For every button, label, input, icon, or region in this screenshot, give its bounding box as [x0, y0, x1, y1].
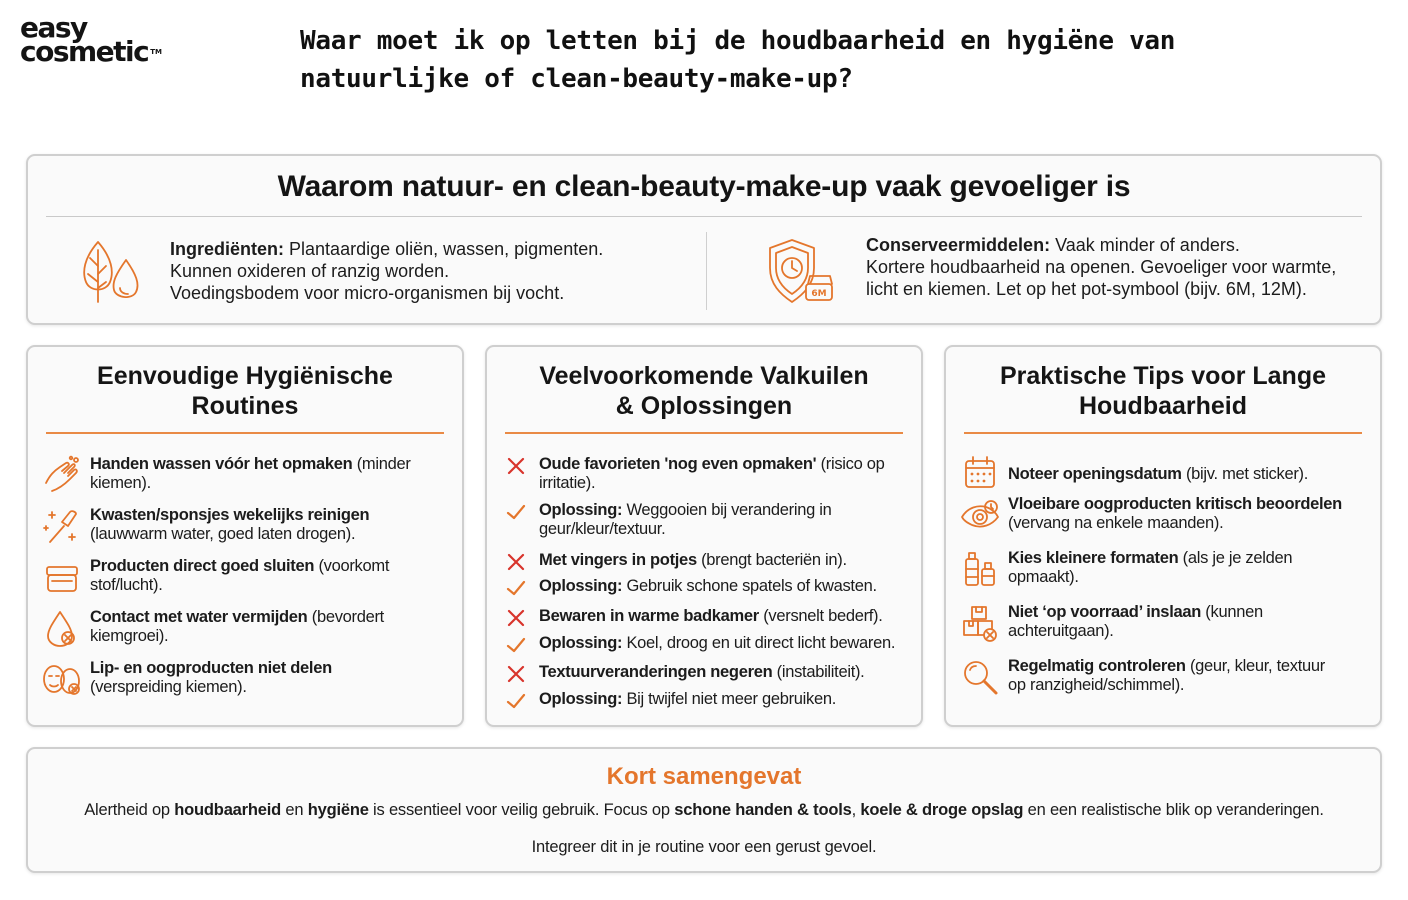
pitfall-text	[539, 551, 915, 570]
hygiene-title-line1: Eenvoudige Hygiënische	[97, 362, 393, 390]
item-line2: geur/kleur/textuur.	[539, 520, 666, 538]
item-line2: (verspreiding kiemen).	[90, 678, 247, 696]
item-line2: stof/lucht).	[90, 576, 163, 594]
preservatives-line1	[866, 234, 1336, 256]
preservatives-line1-text: Vaak minder of anders.	[1055, 235, 1240, 255]
pitfall-text	[539, 455, 915, 493]
item-bold: Vloeibare oogproducten kritisch beoordelen	[1008, 495, 1342, 513]
tips-title-line2: Houdbaarheid	[1078, 392, 1248, 420]
item-rest: (als je je zelden	[1178, 549, 1293, 567]
tips-title	[956, 361, 1370, 421]
item-bold: Contact met water vermijden	[90, 608, 308, 626]
cross-icon	[505, 455, 527, 477]
item-bold: Oude favorieten 'nog even opmaken'	[539, 455, 817, 473]
pitfalls-title	[497, 361, 911, 421]
ingredients-line2: Kunnen oxideren of ranzig worden.	[170, 261, 450, 281]
item-rest: (kunnen	[1201, 603, 1263, 621]
list-item-text	[90, 608, 454, 646]
item-rest: (bevordert	[307, 608, 384, 626]
pitfalls-title-line2: & Oplossingen	[615, 392, 793, 420]
hygiene-title	[38, 361, 452, 421]
list-item-text	[90, 557, 454, 595]
summary-closing: Integreer dit in je routine voor een gerust gevoel.	[531, 838, 877, 856]
list-item	[960, 453, 1372, 497]
calendar-icon	[960, 453, 1000, 493]
page-title: Waar moet ik op letten bij de houdbaarheid en hygiëne van natuurlijke of clean-beauty-make-up?	[300, 26, 1176, 94]
hygiene-panel	[26, 345, 464, 727]
summary-part: is essentieel voor veilig gebruik. Focus op	[368, 801, 675, 819]
list-item-text	[90, 455, 454, 493]
list-item-text	[90, 506, 454, 544]
item-bold: Noteer openingsdatum	[1008, 465, 1182, 483]
list-item-text	[1008, 495, 1372, 533]
summary-part: ,	[851, 801, 861, 819]
solution-item	[505, 501, 915, 538]
list-item	[42, 608, 454, 652]
item-rest: Gebruik schone spatels of kwasten.	[622, 577, 877, 595]
item-line2: achteruitgaan).	[1008, 622, 1114, 640]
pitfall-item	[505, 607, 915, 631]
brand-logo-line2	[20, 35, 162, 68]
summary-bold: koele & droge opslag	[860, 801, 1024, 819]
leaf-drop-icon	[76, 236, 148, 308]
item-rest: (bijv. met sticker).	[1181, 465, 1309, 483]
list-item	[960, 603, 1372, 647]
jar-badge-text: 6M	[811, 289, 827, 299]
summary-text	[28, 801, 1380, 820]
item-line2: (lauwwarm water, goed laten drogen).	[90, 525, 356, 543]
summary-part: en	[280, 801, 308, 819]
item-rest: Weggooien bij verandering in	[622, 501, 832, 519]
summary-title: Kort samengevat	[606, 763, 802, 790]
list-item-text	[1008, 549, 1372, 587]
item-rest: (voorkomt	[314, 557, 390, 575]
pitfall-item	[505, 663, 915, 687]
item-rest: (geur, kleur, textuur	[1185, 657, 1325, 675]
pitfall-item	[505, 551, 915, 575]
pitfalls-title-line1: Veelvoorkomende Valkuilen	[539, 362, 869, 390]
solution-text	[539, 690, 915, 709]
list-item	[960, 657, 1372, 701]
list-item	[42, 557, 454, 601]
brand-logo	[20, 11, 162, 68]
summary-panel	[26, 747, 1382, 873]
item-rest: (versnelt bederf).	[758, 607, 883, 625]
shield-clock-jar-icon	[762, 236, 834, 308]
hand-wash-icon	[42, 455, 82, 495]
solution-item	[505, 577, 915, 601]
item-bold: Kwasten/sponsjes wekelijks reinigen	[90, 506, 370, 524]
item-line2: kiemen).	[90, 474, 151, 492]
cross-icon	[505, 551, 527, 573]
preservatives-line2: Kortere houdbaarheid na openen. Gevoeliger voor warmte,	[866, 257, 1337, 277]
summary-bold: schone handen & tools	[674, 801, 852, 819]
why-sensitive-panel	[26, 154, 1382, 325]
ingredients-text	[170, 238, 603, 304]
why-sensitive-title: Waarom natuur- en clean-beauty-make-up vaak gevoeliger is	[277, 170, 1131, 203]
item-rest: Koel, droog en uit direct licht bewaren.	[622, 634, 896, 652]
accent-divider	[964, 432, 1362, 434]
item-line2: irritatie).	[539, 474, 596, 492]
solution-item	[505, 634, 915, 658]
preservatives-lead: Conserveermiddelen:	[866, 235, 1051, 255]
eye-icon	[960, 495, 1000, 535]
item-rest: (instabiliteit).	[772, 663, 865, 681]
summary-part: Alertheid op	[84, 801, 175, 819]
pitfalls-panel	[485, 345, 923, 727]
check-icon	[505, 501, 527, 523]
item-line2: (vervang na enkele maanden).	[1008, 514, 1224, 532]
ingredients-lead: Ingrediënten:	[170, 239, 285, 259]
magnifier-icon	[960, 657, 1000, 697]
item-bold: Oplossing:	[539, 577, 623, 595]
item-rest: (brengt bacteriën in).	[696, 551, 847, 569]
hygiene-title-line2: Routines	[191, 392, 299, 420]
tips-title-line1: Praktische Tips voor Lange	[999, 362, 1327, 390]
accent-divider	[505, 432, 903, 434]
summary-part: en een realistische blik op veranderingen.	[1023, 801, 1324, 819]
cross-icon	[505, 663, 527, 685]
preservatives-line3: licht en kiemen. Let op het pot-symbool (bijv. 6M, 12M).	[866, 279, 1307, 299]
item-rest: (risico op	[816, 455, 885, 473]
check-icon	[505, 634, 527, 656]
list-item	[960, 495, 1372, 539]
item-bold: Oplossing:	[539, 690, 623, 708]
item-bold: Met vingers in potjes	[539, 551, 697, 569]
item-bold: Regelmatig controleren	[1008, 657, 1186, 675]
trademark: TM	[150, 48, 162, 56]
item-bold: Oplossing:	[539, 634, 623, 652]
item-bold: Lip- en oogproducten niet delen	[90, 659, 332, 677]
item-rest: Bij twijfel niet meer gebruiken.	[622, 690, 837, 708]
item-rest: (minder	[352, 455, 411, 473]
divider-vertical	[706, 232, 707, 310]
list-item-text	[1008, 657, 1372, 695]
jar-icon	[42, 557, 82, 597]
brand-logo-line1: easy	[20, 11, 87, 44]
item-bold: Oplossing:	[539, 501, 623, 519]
tips-panel	[944, 345, 1382, 727]
item-bold: Bewaren in warme badkamer	[539, 607, 759, 625]
item-bold: Producten direct goed sluiten	[90, 557, 315, 575]
water-drop-cross-icon	[42, 608, 82, 648]
item-bold: Handen wassen vóór het opmaken	[90, 455, 353, 473]
accent-divider	[46, 432, 444, 434]
pitfall-item	[505, 455, 915, 492]
faces-no-share-icon	[42, 659, 82, 699]
list-item-text	[1008, 465, 1372, 484]
item-bold: Kies kleinere formaten	[1008, 549, 1179, 567]
brand-logo-word: cosmetic	[20, 35, 149, 68]
check-icon	[505, 690, 527, 712]
item-bold: Niet ‘op voorraad’ inslaan	[1008, 603, 1202, 621]
ingredients-line1	[170, 238, 603, 260]
item-bold: Textuurveranderingen negeren	[539, 663, 773, 681]
check-icon	[505, 577, 527, 599]
divider	[46, 216, 1362, 217]
summary-bold: hygiëne	[307, 801, 369, 819]
ingredients-line1-text: Plantaardige oliën, wassen, pigmenten.	[289, 239, 604, 259]
preservatives-text	[866, 234, 1336, 300]
boxes-cross-icon	[960, 603, 1000, 643]
solution-text	[539, 577, 915, 596]
solution-item	[505, 690, 915, 714]
solution-text	[539, 501, 915, 539]
list-item	[42, 506, 454, 550]
pitfall-text	[539, 663, 915, 682]
small-bottles-icon	[960, 549, 1000, 589]
item-line2: opmaakt).	[1008, 568, 1079, 586]
list-item	[960, 549, 1372, 593]
cross-icon	[505, 607, 527, 629]
solution-text	[539, 634, 915, 653]
list-item-text	[90, 659, 454, 697]
list-item	[42, 659, 454, 703]
brush-sparkle-icon	[42, 506, 82, 546]
list-item	[42, 455, 454, 499]
summary-bold: houdbaarheid	[174, 801, 281, 819]
item-line2: op ranzigheid/schimmel).	[1008, 676, 1185, 694]
list-item-text	[1008, 603, 1372, 641]
ingredients-line3: Voedingsbodem voor micro-organismen bij vocht.	[170, 283, 565, 303]
pitfall-text	[539, 607, 915, 626]
item-line2: kiemgroei).	[90, 627, 169, 645]
